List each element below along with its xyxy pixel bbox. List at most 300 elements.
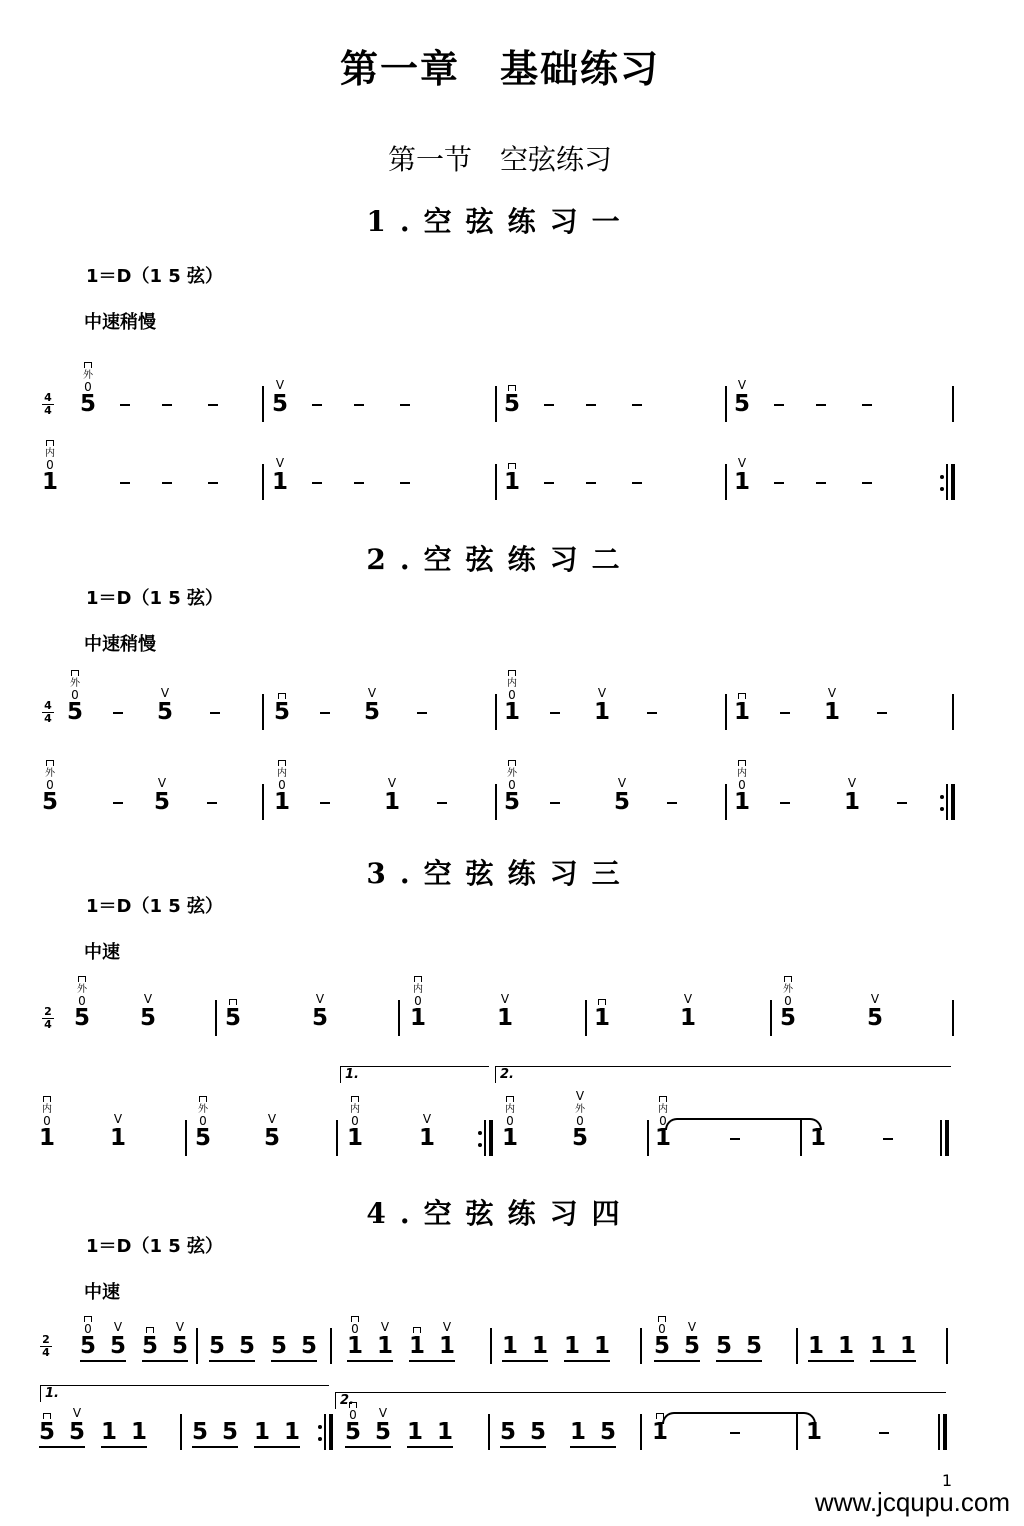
duration-dash: [400, 404, 410, 406]
note-5: 5: [271, 391, 288, 417]
note-5: 5: [41, 789, 58, 815]
exercise-1-key: 1＝D（1 5 弦）: [86, 266, 224, 287]
note-1: 1: [130, 1419, 147, 1445]
inner-string-mark: 内: [505, 1104, 515, 1115]
note-1: 1: [271, 469, 288, 495]
eighth-underline: [409, 1360, 455, 1362]
up-bow-mark: V: [378, 1406, 388, 1420]
up-bow-mark: V: [617, 776, 627, 790]
outer-string-mark: 外: [70, 678, 80, 689]
outer-string-mark: 外: [783, 984, 793, 995]
eighth-underline: [500, 1446, 546, 1448]
down-bow-mark: [84, 362, 92, 368]
duration-dash: [437, 802, 447, 804]
up-bow-mark: V: [870, 992, 880, 1006]
down-bow-mark: [508, 760, 516, 766]
note-5: 5: [503, 789, 520, 815]
down-bow-mark: [414, 976, 422, 982]
duration-dash: [883, 1138, 893, 1140]
up-bow-mark: V: [275, 456, 285, 470]
note-5: 5: [653, 1333, 670, 1359]
barline: [185, 1120, 187, 1156]
down-bow-mark: [351, 1096, 359, 1102]
up-bow-mark: V: [113, 1112, 123, 1126]
note-5: 5: [141, 1333, 158, 1359]
duration-dash: [113, 802, 123, 804]
open-string-mark: 0: [351, 1114, 359, 1128]
barline: [725, 464, 727, 500]
note-5: 5: [109, 1333, 126, 1359]
down-bow-mark: [71, 670, 79, 676]
exercise-4-key: 1＝D（1 5 弦）: [86, 1236, 224, 1257]
note-5: 5: [221, 1419, 238, 1445]
duration-dash: [877, 712, 887, 714]
note-5: 5: [745, 1333, 762, 1359]
inner-string-mark: 内: [277, 768, 287, 779]
final-thin-barline: [484, 1120, 486, 1156]
open-string-mark: 0: [659, 1114, 667, 1128]
tie-slur: [662, 1412, 816, 1424]
eighth-underline: [209, 1360, 255, 1362]
final-thin-barline: [940, 1120, 942, 1156]
barline: [585, 1000, 587, 1036]
barline: [952, 694, 954, 730]
final-thin-barline: [946, 464, 948, 500]
down-bow-mark: [506, 1096, 514, 1102]
eighth-underline: [870, 1360, 916, 1362]
barline: [946, 1328, 948, 1364]
barline: [330, 1328, 332, 1364]
note-1: 1: [651, 1419, 668, 1445]
exercise-1-tempo: 中速稍慢: [84, 312, 156, 333]
duration-dash: [312, 404, 322, 406]
duration-dash: [862, 404, 872, 406]
note-5: 5: [79, 1333, 96, 1359]
inner-string-mark: 内: [737, 768, 747, 779]
note-1: 1: [733, 789, 750, 815]
note-1: 1: [837, 1333, 854, 1359]
barline: [488, 1414, 490, 1450]
up-bow-mark: V: [442, 1320, 452, 1334]
note-5: 5: [270, 1333, 287, 1359]
note-1: 1: [418, 1125, 435, 1151]
eighth-underline: [407, 1446, 453, 1448]
volta-bracket: 2.: [335, 1392, 946, 1409]
barline: [495, 464, 497, 500]
note-1: 1: [569, 1419, 586, 1445]
open-string-mark: 0: [43, 1114, 51, 1128]
barline: [495, 784, 497, 820]
note-1: 1: [408, 1333, 425, 1359]
inner-string-mark: 内: [350, 1104, 360, 1115]
duration-dash: [312, 482, 322, 484]
final-thick-barline: [329, 1414, 333, 1450]
down-bow-mark: [43, 1096, 51, 1102]
exercise-2-title: 2.空弦练习二: [366, 543, 634, 576]
note-1: 1: [376, 1333, 393, 1359]
duration-dash: [120, 482, 130, 484]
barline: [196, 1328, 198, 1364]
open-string-mark: 0: [658, 1322, 666, 1336]
down-bow-mark: [508, 463, 516, 469]
duration-dash: [320, 712, 330, 714]
repeat-dot: [940, 487, 944, 491]
note-5: 5: [171, 1333, 188, 1359]
final-thick-barline: [951, 784, 955, 820]
duration-dash: [544, 482, 554, 484]
down-bow-mark: [229, 999, 237, 1005]
note-1: 1: [346, 1333, 363, 1359]
note-5: 5: [68, 1419, 85, 1445]
down-bow-mark: [784, 976, 792, 982]
note-1: 1: [733, 699, 750, 725]
exercise-3-tempo: 中速: [84, 942, 120, 963]
note-1: 1: [654, 1125, 671, 1151]
up-bow-mark: V: [175, 1320, 185, 1334]
time-signature: 4 4: [42, 701, 54, 724]
time-signature: 2 4: [40, 1335, 52, 1358]
up-bow-mark: V: [500, 992, 510, 1006]
duration-dash: [162, 482, 172, 484]
duration-dash: [208, 482, 218, 484]
duration-dash: [730, 1432, 740, 1434]
note-1: 1: [283, 1419, 300, 1445]
up-bow-mark: V: [387, 776, 397, 790]
barline: [800, 1120, 802, 1156]
up-bow-mark: V: [687, 1320, 697, 1334]
note-5: 5: [311, 1005, 328, 1031]
duration-dash: [879, 1432, 889, 1434]
up-bow-mark: V: [683, 992, 693, 1006]
note-5: 5: [79, 391, 96, 417]
down-bow-mark: [658, 1316, 666, 1322]
duration-dash: [774, 404, 784, 406]
note-5: 5: [344, 1419, 361, 1445]
repeat-dot: [940, 795, 944, 799]
eighth-underline: [254, 1446, 300, 1448]
duration-dash: [354, 482, 364, 484]
open-string-mark: 0: [71, 688, 79, 702]
note-5: 5: [715, 1333, 732, 1359]
eighth-underline: [716, 1360, 762, 1362]
inner-string-mark: 内: [413, 984, 423, 995]
note-1: 1: [273, 789, 290, 815]
barline: [647, 1120, 649, 1156]
down-bow-mark: [349, 1402, 357, 1408]
down-bow-mark: [84, 1316, 92, 1322]
note-1: 1: [823, 699, 840, 725]
duration-dash: [354, 404, 364, 406]
note-5: 5: [139, 1005, 156, 1031]
duration-dash: [417, 712, 427, 714]
outer-string-mark: 外: [198, 1104, 208, 1115]
note-1: 1: [406, 1419, 423, 1445]
note-5: 5: [503, 391, 520, 417]
note-1: 1: [346, 1125, 363, 1151]
duration-dash: [647, 712, 657, 714]
exercise-2-tempo: 中速稍慢: [84, 634, 156, 655]
duration-dash: [780, 712, 790, 714]
up-bow-mark: V: [315, 992, 325, 1006]
duration-dash: [774, 482, 784, 484]
note-5: 5: [613, 789, 630, 815]
note-1: 1: [531, 1333, 548, 1359]
inner-string-mark: 内: [42, 1104, 52, 1115]
barline: [725, 784, 727, 820]
duration-dash: [162, 404, 172, 406]
note-1: 1: [807, 1333, 824, 1359]
repeat-dot: [318, 1425, 322, 1429]
barline: [640, 1414, 642, 1450]
open-string-mark: 0: [278, 778, 286, 792]
inner-string-mark: 内: [658, 1104, 668, 1115]
open-string-mark: 0: [199, 1114, 207, 1128]
note-1: 1: [109, 1125, 126, 1151]
open-string-mark: 0: [351, 1322, 359, 1336]
note-5: 5: [374, 1419, 391, 1445]
watermark-url: www.jcqupu.com: [814, 1487, 1010, 1517]
open-string-mark: 0: [78, 994, 86, 1008]
barline: [495, 694, 497, 730]
section-title: 第一节 空弦练习: [387, 143, 612, 176]
note-5: 5: [263, 1125, 280, 1151]
down-bow-mark: [43, 1413, 51, 1419]
duration-dash: [667, 802, 677, 804]
open-string-mark: 0: [84, 1322, 92, 1336]
note-5: 5: [599, 1419, 616, 1445]
final-thick-barline: [943, 1414, 947, 1450]
note-1: 1: [899, 1333, 916, 1359]
duration-dash: [400, 482, 410, 484]
barline: [336, 1120, 338, 1156]
note-5: 5: [191, 1419, 208, 1445]
barline: [952, 386, 954, 422]
duration-dash: [586, 482, 596, 484]
barline: [262, 694, 264, 730]
volta-bracket: 1.: [40, 1385, 329, 1402]
down-bow-mark: [738, 760, 746, 766]
note-5: 5: [38, 1419, 55, 1445]
up-bow-mark: V: [143, 992, 153, 1006]
duration-dash: [550, 712, 560, 714]
note-1: 1: [501, 1125, 518, 1151]
note-5: 5: [153, 789, 170, 815]
volta-bracket: 1.: [340, 1066, 489, 1083]
barline: [180, 1414, 182, 1450]
note-1: 1: [805, 1419, 822, 1445]
final-thin-barline: [324, 1414, 326, 1450]
exercise-3-key: 1＝D（1 5 弦）: [86, 896, 224, 917]
note-1: 1: [503, 699, 520, 725]
up-bow-mark: V: [160, 686, 170, 700]
volta-bracket: 2.: [495, 1066, 951, 1083]
up-bow-mark: V: [275, 378, 285, 392]
up-bow-mark: V: [267, 1112, 277, 1126]
down-bow-mark: [508, 385, 516, 391]
repeat-dot: [940, 807, 944, 811]
down-bow-mark: [351, 1316, 359, 1322]
barline: [770, 1000, 772, 1036]
outer-string-mark: 外: [77, 984, 87, 995]
note-1: 1: [563, 1333, 580, 1359]
up-bow-mark: V: [575, 1089, 585, 1103]
note-1: 1: [593, 1333, 610, 1359]
note-1: 1: [809, 1125, 826, 1151]
note-1: 1: [496, 1005, 513, 1031]
barline: [262, 386, 264, 422]
note-1: 1: [593, 699, 610, 725]
eighth-underline: [192, 1446, 238, 1448]
up-bow-mark: V: [422, 1112, 432, 1126]
barline: [725, 386, 727, 422]
note-5: 5: [571, 1125, 588, 1151]
up-bow-mark: V: [827, 686, 837, 700]
time-signature: 2 4: [42, 1007, 54, 1030]
note-1: 1: [100, 1419, 117, 1445]
note-1: 1: [679, 1005, 696, 1031]
barline: [490, 1328, 492, 1364]
note-1: 1: [436, 1419, 453, 1445]
up-bow-mark: V: [113, 1320, 123, 1334]
open-string-mark: 0: [738, 778, 746, 792]
open-string-mark: 0: [506, 1114, 514, 1128]
eighth-underline: [502, 1360, 548, 1362]
note-1: 1: [503, 469, 520, 495]
note-1: 1: [253, 1419, 270, 1445]
barline: [796, 1328, 798, 1364]
eighth-underline: [347, 1360, 393, 1362]
duration-dash: [862, 482, 872, 484]
note-1: 1: [501, 1333, 518, 1359]
exercise-3-title: 3.空弦练习三: [366, 857, 634, 890]
open-string-mark: 0: [508, 778, 516, 792]
up-bow-mark: V: [737, 456, 747, 470]
barline: [796, 1414, 798, 1450]
down-bow-mark: [78, 976, 86, 982]
note-1: 1: [409, 1005, 426, 1031]
barline: [952, 1000, 954, 1036]
up-bow-mark: V: [72, 1406, 82, 1420]
note-5: 5: [866, 1005, 883, 1031]
note-5: 5: [73, 1005, 90, 1031]
eighth-underline: [39, 1446, 85, 1448]
note-1: 1: [438, 1333, 455, 1359]
duration-dash: [544, 404, 554, 406]
duration-dash: [780, 802, 790, 804]
duration-dash: [320, 802, 330, 804]
duration-dash: [816, 482, 826, 484]
open-string-mark: 0: [784, 994, 792, 1008]
duration-dash: [210, 712, 220, 714]
duration-dash: [816, 404, 826, 406]
time-signature: 4 4: [42, 393, 54, 416]
down-bow-mark: [46, 760, 54, 766]
outer-string-mark: 外: [507, 768, 517, 779]
barline: [215, 1000, 217, 1036]
down-bow-mark: [278, 693, 286, 699]
note-1: 1: [593, 1005, 610, 1031]
note-5: 5: [66, 699, 83, 725]
note-5: 5: [499, 1419, 516, 1445]
note-1: 1: [869, 1333, 886, 1359]
open-string-mark: 0: [414, 994, 422, 1008]
down-bow-mark: [413, 1327, 421, 1333]
repeat-dot: [318, 1437, 322, 1441]
tie-slur: [665, 1118, 822, 1130]
up-bow-mark: V: [597, 686, 607, 700]
chapter-title: 第一章 基础练习: [339, 47, 660, 91]
page-number: 1: [941, 1471, 952, 1490]
note-5: 5: [156, 699, 173, 725]
note-1: 1: [843, 789, 860, 815]
eighth-underline: [808, 1360, 854, 1362]
eighth-underline: [80, 1360, 126, 1362]
exercise-4-tempo: 中速: [84, 1282, 120, 1303]
eighth-underline: [345, 1446, 391, 1448]
up-bow-mark: V: [367, 686, 377, 700]
note-5: 5: [529, 1419, 546, 1445]
final-thick-barline: [951, 464, 955, 500]
down-bow-mark: [199, 1096, 207, 1102]
barline: [398, 1000, 400, 1036]
note-1: 1: [383, 789, 400, 815]
repeat-dot: [478, 1143, 482, 1147]
note-5: 5: [194, 1125, 211, 1151]
repeat-dot: [478, 1131, 482, 1135]
down-bow-mark: [598, 999, 606, 1005]
outer-string-mark: 外: [575, 1104, 585, 1115]
duration-dash: [897, 802, 907, 804]
inner-string-mark: 内: [507, 678, 517, 689]
open-string-mark: 0: [46, 778, 54, 792]
up-bow-mark: V: [847, 776, 857, 790]
note-5: 5: [363, 699, 380, 725]
barline: [725, 694, 727, 730]
note-1: 1: [38, 1125, 55, 1151]
duration-dash: [207, 802, 217, 804]
final-thick-barline: [489, 1120, 493, 1156]
down-bow-mark: [508, 670, 516, 676]
note-5: 5: [683, 1333, 700, 1359]
note-1: 1: [41, 469, 58, 495]
eighth-underline: [570, 1446, 616, 1448]
up-bow-mark: V: [737, 378, 747, 392]
outer-string-mark: 外: [45, 768, 55, 779]
down-bow-mark: [46, 440, 54, 446]
open-string-mark: 0: [84, 380, 92, 394]
eighth-underline: [142, 1360, 188, 1362]
open-string-mark: 0: [46, 458, 54, 472]
outer-string-mark: 外: [83, 370, 93, 381]
note-1: 1: [733, 469, 750, 495]
final-thin-barline: [946, 784, 948, 820]
up-bow-mark: V: [380, 1320, 390, 1334]
note-5: 5: [733, 391, 750, 417]
barline: [495, 386, 497, 422]
note-5: 5: [224, 1005, 241, 1031]
down-bow-mark: [659, 1096, 667, 1102]
repeat-dot: [940, 475, 944, 479]
final-thin-barline: [938, 1414, 940, 1450]
duration-dash: [550, 802, 560, 804]
down-bow-mark: [146, 1327, 154, 1333]
open-string-mark: 0: [576, 1114, 584, 1128]
duration-dash: [120, 404, 130, 406]
note-5: 5: [300, 1333, 317, 1359]
note-5: 5: [208, 1333, 225, 1359]
note-5: 5: [779, 1005, 796, 1031]
eighth-underline: [271, 1360, 317, 1362]
